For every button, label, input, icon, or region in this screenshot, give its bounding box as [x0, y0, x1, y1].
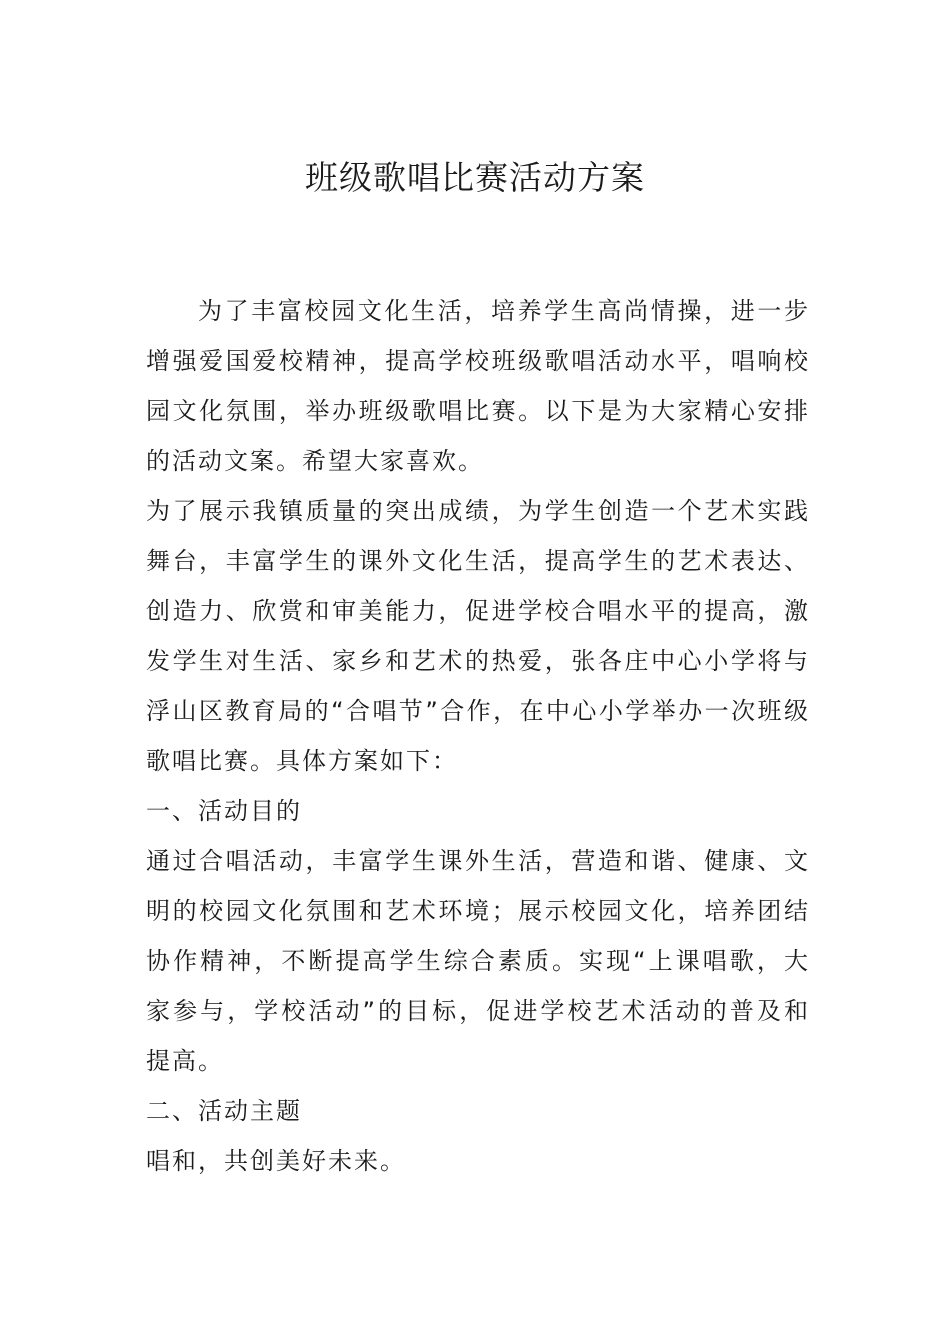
intro-paragraph: 为了丰富校园文化生活，培养学生高尚情操，进一步增强爱国爱校精神，提高学校班级歌唱活动水平，唱响校园文化氛围，举办班级歌唱比赛。以下是为大家精心安排的活动文案。希望大家喜欢。	[146, 297, 810, 475]
section-heading-purpose: 一、活动目的	[146, 797, 302, 825]
document-body	[146, 286, 810, 1186]
theme-paragraph: 唱和，共创美好未来。	[146, 1147, 406, 1175]
document-title: 班级歌唱比赛活动方案	[305, 158, 645, 197]
section-heading-theme: 二、活动主题	[146, 1097, 302, 1125]
purpose-paragraph: 通过合唱活动，丰富学生课外生活，营造和谐、健康、文明的校园文化氛围和艺术环境；展示校园文化，培养团结协作精神，不断提高学生综合素质。实现“上课唱歌，大家参与，学校活动”的目标，促进学校艺术活动的普及和提高。	[146, 847, 810, 1075]
background-paragraph: 为了展示我镇质量的突出成绩，为学生创造一个艺术实践舞台，丰富学生的课外文化生活，提高学生的艺术表达、创造力、欣赏和审美能力，促进学校合唱水平的提高，激发学生对生活、家乡和艺术的热爱，张各庄中心小学将与浮山区教育局的“合唱节”合作，在中心小学举办一次班级歌唱比赛。具体方案如下：	[146, 497, 810, 775]
